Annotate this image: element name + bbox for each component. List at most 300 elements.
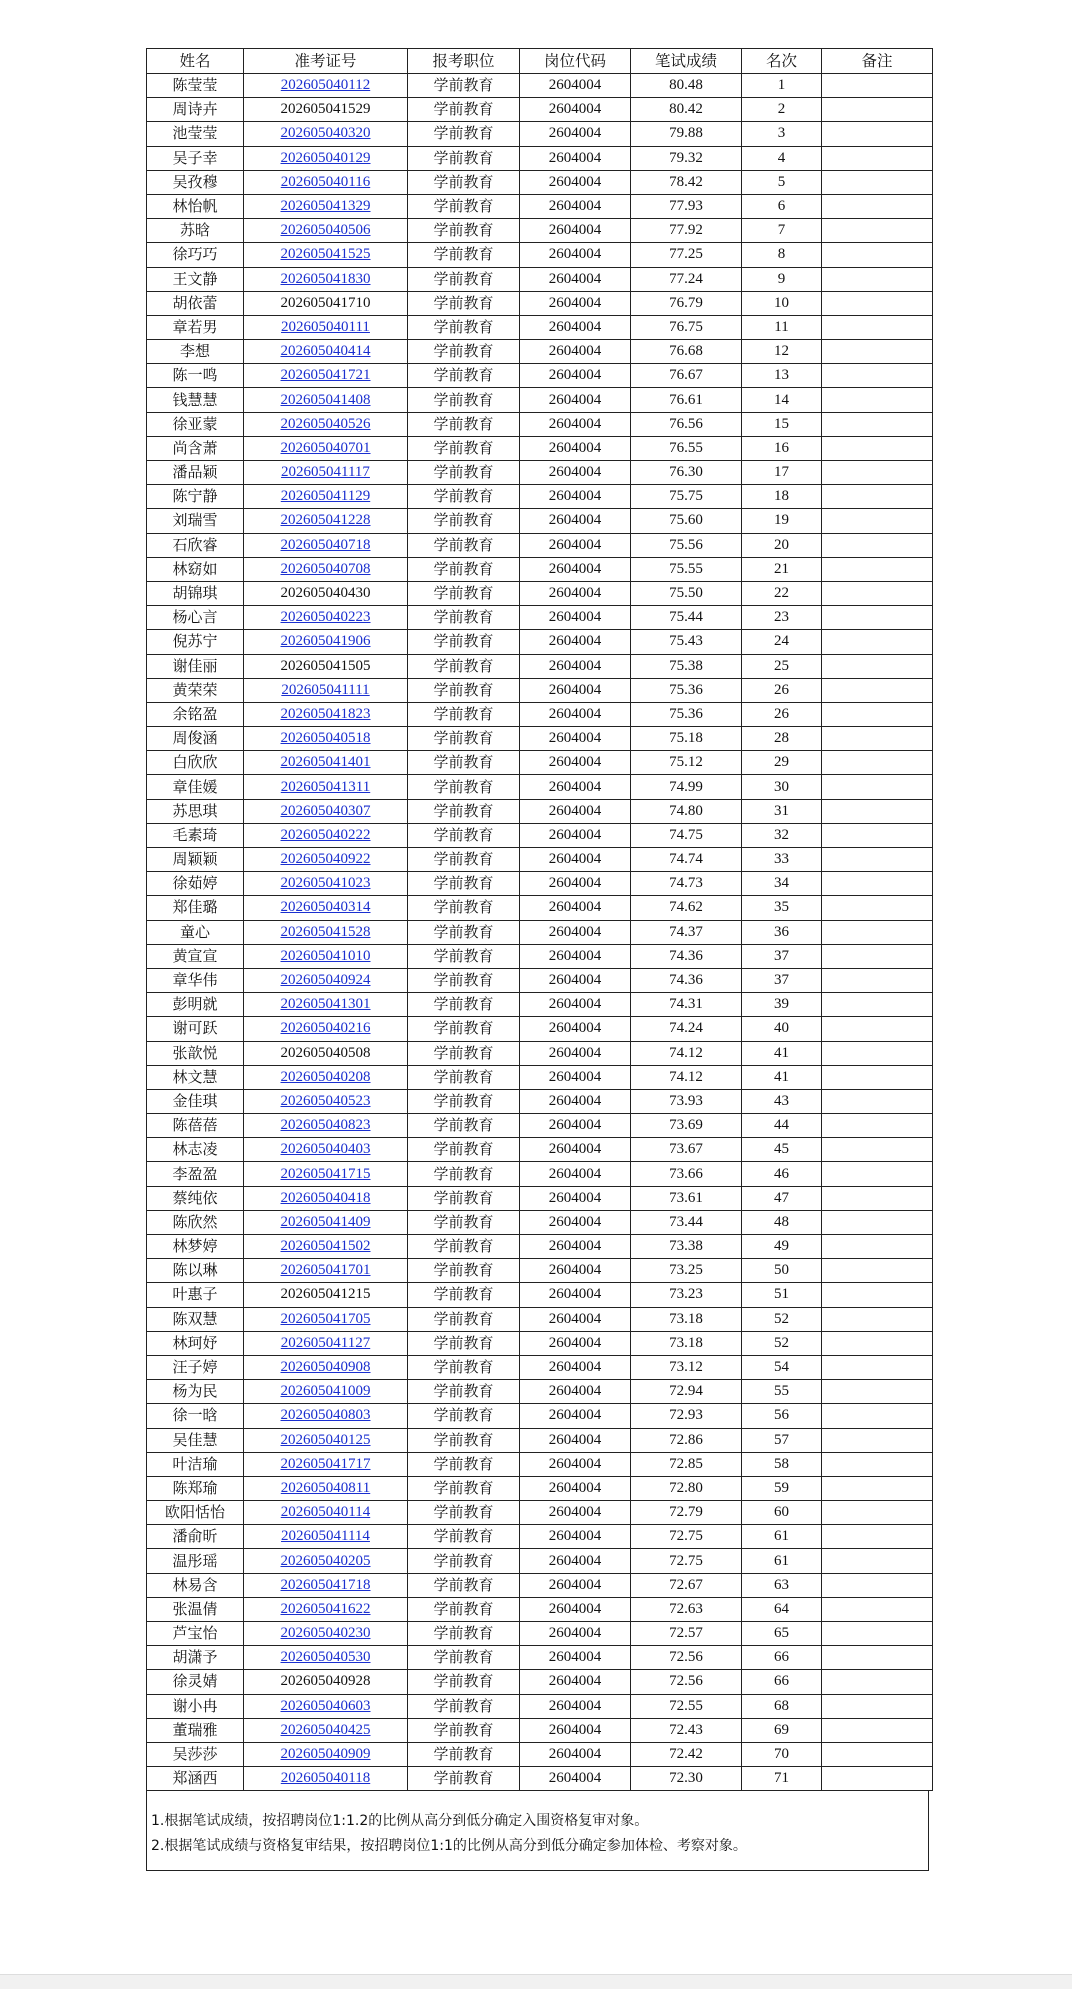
exam-id-link[interactable]: 202605041114: [281, 1528, 370, 1545]
cell-exam-id[interactable]: [244, 1114, 408, 1138]
exam-id-link[interactable]: 202605041117: [281, 464, 370, 481]
cell-exam-id[interactable]: [244, 509, 408, 533]
cell-score: 72.56: [631, 1646, 742, 1670]
cell-exam-id[interactable]: [244, 1573, 408, 1597]
cell-note: [822, 485, 933, 509]
cell-note: [822, 219, 933, 243]
cell-position-code: 2604004: [520, 388, 631, 412]
exam-id-link[interactable]: 202605040718: [280, 536, 371, 553]
table-row: [147, 1670, 933, 1694]
exam-id-link[interactable]: 202605041009: [280, 1383, 371, 1400]
cell-exam-id[interactable]: [244, 1210, 408, 1234]
cell-exam-id[interactable]: [244, 944, 408, 968]
cell-exam-id: [244, 654, 408, 678]
cell-name: 欧阳恬怡: [147, 1501, 244, 1525]
exam-id-link[interactable]: 202605040307: [280, 802, 371, 819]
cell-exam-id[interactable]: [244, 1452, 408, 1476]
cell-score: 75.44: [631, 606, 742, 630]
cell-rank: 6: [742, 194, 822, 218]
table-row: [147, 920, 933, 944]
cell-exam-id[interactable]: [244, 1694, 408, 1718]
exam-id-link[interactable]: 202605041111: [281, 681, 370, 698]
cell-position: 学前教育: [408, 581, 520, 605]
cell-note: [822, 291, 933, 315]
cell-rank: 23: [742, 606, 822, 630]
cell-note: [822, 968, 933, 992]
cell-position-code: 2604004: [520, 1138, 631, 1162]
cell-position-code: 2604004: [520, 1355, 631, 1379]
cell-rank: 50: [742, 1259, 822, 1283]
cell-exam-id[interactable]: [244, 630, 408, 654]
exam-id-link[interactable]: 202605041715: [280, 1165, 371, 1182]
table-row: [147, 1041, 933, 1065]
table-row: [147, 1718, 933, 1742]
cell-score: 79.88: [631, 122, 742, 146]
cell-exam-id[interactable]: [244, 1307, 408, 1331]
cell-rank: 1: [742, 74, 822, 98]
cell-score: 72.57: [631, 1622, 742, 1646]
cell-position: 学前教育: [408, 1380, 520, 1404]
table-row: [147, 1622, 933, 1646]
cell-position: 学前教育: [408, 533, 520, 557]
exam-id-link[interactable]: 202605041906: [280, 633, 371, 650]
table-row: [147, 1114, 933, 1138]
cell-exam-id[interactable]: [244, 364, 408, 388]
cell-position: 学前教育: [408, 678, 520, 702]
cell-exam-id[interactable]: [244, 1089, 408, 1113]
cell-name: 毛素琦: [147, 823, 244, 847]
exam-id-link[interactable]: 202605041301: [280, 996, 371, 1013]
cell-note: [822, 606, 933, 630]
cell-score: 73.18: [631, 1331, 742, 1355]
cell-exam-id[interactable]: [244, 74, 408, 98]
cell-exam-id[interactable]: [244, 678, 408, 702]
cell-rank: 51: [742, 1283, 822, 1307]
table-row: [147, 122, 933, 146]
cell-rank: 30: [742, 775, 822, 799]
cell-rank: 60: [742, 1501, 822, 1525]
table-row: [147, 1259, 933, 1283]
exam-id-link[interactable]: 202605040603: [280, 1697, 371, 1714]
exam-id-link[interactable]: 202605041408: [280, 391, 371, 408]
exam-id-link[interactable]: 202605041528: [280, 923, 371, 940]
cell-position: 学前教育: [408, 146, 520, 170]
cell-note: [822, 170, 933, 194]
table-row: [147, 1380, 933, 1404]
cell-rank: 19: [742, 509, 822, 533]
cell-name: 李盈盈: [147, 1162, 244, 1186]
cell-exam-id[interactable]: [244, 1622, 408, 1646]
cell-note: [822, 1597, 933, 1621]
cell-exam-id[interactable]: [244, 146, 408, 170]
cell-position-code: 2604004: [520, 1646, 631, 1670]
cell-exam-id[interactable]: [244, 751, 408, 775]
cell-exam-id[interactable]: [244, 557, 408, 581]
cell-position-code: 2604004: [520, 896, 631, 920]
cell-rank: 54: [742, 1355, 822, 1379]
exam-id-link[interactable]: 202605040205: [280, 1552, 371, 1569]
cell-position-code: 2604004: [520, 74, 631, 98]
cell-exam-id[interactable]: [244, 1597, 408, 1621]
cell-exam-id[interactable]: [244, 1186, 408, 1210]
exam-id-link[interactable]: 202605040518: [280, 730, 371, 747]
cell-name: 彭明就: [147, 993, 244, 1017]
exam-id-link[interactable]: 202605040216: [280, 1020, 371, 1037]
table-row: [147, 557, 933, 581]
exam-id-link[interactable]: 202605040403: [280, 1141, 371, 1158]
cell-name: 蔡纯依: [147, 1186, 244, 1210]
cell-exam-id[interactable]: [244, 122, 408, 146]
cell-position-code: 2604004: [520, 485, 631, 509]
cell-rank: 26: [742, 678, 822, 702]
table-row: [147, 98, 933, 122]
table-row: [147, 509, 933, 533]
cell-name: 陈一鸣: [147, 364, 244, 388]
cell-exam-id[interactable]: [244, 315, 408, 339]
table-row: [147, 1065, 933, 1089]
cell-rank: 16: [742, 436, 822, 460]
cell-position: 学前教育: [408, 1089, 520, 1113]
cell-position-code: 2604004: [520, 436, 631, 460]
exam-id-link[interactable]: 202605041010: [280, 947, 371, 964]
exam-id-link[interactable]: 202605040811: [280, 1479, 371, 1496]
cell-name: 叶惠子: [147, 1283, 244, 1307]
exam-id-link[interactable]: 202605040114: [280, 1504, 371, 1521]
exam-id-link[interactable]: 202605040112: [280, 77, 371, 94]
cell-note: [822, 267, 933, 291]
cell-exam-id[interactable]: [244, 340, 408, 364]
cell-note: [822, 920, 933, 944]
cell-rank: 71: [742, 1767, 822, 1791]
cell-score: 72.56: [631, 1670, 742, 1694]
cell-exam-id[interactable]: [244, 194, 408, 218]
exam-id-link[interactable]: 202605041127: [280, 1334, 371, 1351]
cell-note: [822, 1428, 933, 1452]
exam-id-link[interactable]: 202605041023: [280, 875, 371, 892]
cell-position: 学前教育: [408, 993, 520, 1017]
cell-score: 77.25: [631, 243, 742, 267]
cell-name: 金佳琪: [147, 1089, 244, 1113]
cell-name: 杨心言: [147, 606, 244, 630]
header-position-code: 岗位代码: [520, 49, 631, 74]
cell-position-code: 2604004: [520, 920, 631, 944]
cell-position-code: 2604004: [520, 340, 631, 364]
cell-name: 章佳媛: [147, 775, 244, 799]
cell-exam-id[interactable]: [244, 1476, 408, 1500]
exam-id-link[interactable]: 202605041228: [280, 512, 371, 529]
cell-position-code: 2604004: [520, 1525, 631, 1549]
cell-position: 学前教育: [408, 702, 520, 726]
exam-id-text: 202605040430: [280, 585, 371, 602]
exam-id-link[interactable]: 202605040924: [280, 972, 371, 989]
exam-id-link[interactable]: 202605040526: [280, 415, 371, 432]
cell-name: 王文静: [147, 267, 244, 291]
cell-exam-id[interactable]: [244, 1138, 408, 1162]
cell-exam-id[interactable]: [244, 243, 408, 267]
exam-id-text: 202605041529: [280, 101, 371, 118]
exam-id-link[interactable]: 202605040803: [280, 1407, 371, 1424]
cell-exam-id[interactable]: [244, 968, 408, 992]
exam-id-link[interactable]: 202605041701: [280, 1262, 371, 1279]
table-row: [147, 1525, 933, 1549]
cell-name: 黄荣荣: [147, 678, 244, 702]
cell-exam-id[interactable]: [244, 1718, 408, 1742]
cell-name: 徐亚蒙: [147, 412, 244, 436]
cell-exam-id[interactable]: [244, 388, 408, 412]
cell-exam-id[interactable]: [244, 1065, 408, 1089]
cell-exam-id[interactable]: [244, 1162, 408, 1186]
exam-id-link[interactable]: 202605040414: [280, 343, 371, 360]
cell-exam-id[interactable]: [244, 1380, 408, 1404]
cell-position: 学前教育: [408, 799, 520, 823]
cell-exam-id[interactable]: [244, 1355, 408, 1379]
cell-position: 学前教育: [408, 1597, 520, 1621]
cell-rank: 58: [742, 1452, 822, 1476]
cell-note: [822, 1089, 933, 1113]
exam-id-link[interactable]: 202605041622: [280, 1600, 371, 1617]
cell-position: 学前教育: [408, 291, 520, 315]
exam-id-link[interactable]: 202605040701: [280, 439, 371, 456]
exam-id-link[interactable]: 202605040320: [280, 125, 371, 142]
cell-exam-id[interactable]: [244, 1646, 408, 1670]
exam-id-link[interactable]: 202605040418: [280, 1189, 371, 1206]
cell-score: 73.23: [631, 1283, 742, 1307]
cell-exam-id[interactable]: [244, 702, 408, 726]
exam-id-link[interactable]: 202605041502: [280, 1238, 371, 1255]
cell-exam-id[interactable]: [244, 993, 408, 1017]
cell-position-code: 2604004: [520, 993, 631, 1017]
cell-exam-id[interactable]: [244, 896, 408, 920]
cell-score: 72.85: [631, 1452, 742, 1476]
table-row: [147, 146, 933, 170]
cell-exam-id[interactable]: [244, 1235, 408, 1259]
exam-id-link[interactable]: 202605040116: [280, 173, 371, 190]
cell-note: [822, 1525, 933, 1549]
cell-position-code: 2604004: [520, 654, 631, 678]
exam-id-link[interactable]: 202605041717: [280, 1455, 371, 1472]
cell-score: 73.12: [631, 1355, 742, 1379]
cell-exam-id[interactable]: [244, 485, 408, 509]
cell-note: [822, 1646, 933, 1670]
cell-score: 74.12: [631, 1065, 742, 1089]
exam-id-link[interactable]: 202605040922: [280, 851, 371, 868]
exam-id-link[interactable]: 202605041409: [280, 1213, 371, 1230]
exam-id-link[interactable]: 202605041401: [280, 754, 371, 771]
exam-id-link[interactable]: 202605041329: [280, 198, 371, 215]
exam-id-link[interactable]: 202605041721: [280, 367, 371, 384]
cell-score: 80.48: [631, 74, 742, 98]
cell-note: [822, 1404, 933, 1428]
cell-score: 72.86: [631, 1428, 742, 1452]
exam-id-link[interactable]: 202605040314: [280, 899, 371, 916]
exam-id-link[interactable]: 202605041705: [280, 1310, 371, 1327]
cell-rank: 61: [742, 1549, 822, 1573]
cell-position-code: 2604004: [520, 872, 631, 896]
table-row: [147, 485, 933, 509]
cell-exam-id[interactable]: [244, 606, 408, 630]
cell-rank: 26: [742, 702, 822, 726]
exam-id-link[interactable]: 202605040208: [280, 1068, 371, 1085]
cell-name: 林怡帆: [147, 194, 244, 218]
cell-position-code: 2604004: [520, 848, 631, 872]
cell-name: 倪苏宁: [147, 630, 244, 654]
cell-exam-id[interactable]: [244, 799, 408, 823]
cell-exam-id[interactable]: [244, 1767, 408, 1791]
cell-position: 学前教育: [408, 243, 520, 267]
cell-note: [822, 1622, 933, 1646]
cell-note: [822, 678, 933, 702]
cell-score: 77.93: [631, 194, 742, 218]
cell-name: 陈莹莹: [147, 74, 244, 98]
cell-name: 吴佳慧: [147, 1428, 244, 1452]
cell-exam-id: [244, 1283, 408, 1307]
exam-id-link[interactable]: 202605040118: [280, 1770, 371, 1787]
table-row: [147, 1646, 933, 1670]
cell-position: 学前教育: [408, 436, 520, 460]
cell-exam-id[interactable]: [244, 823, 408, 847]
cell-exam-id[interactable]: [244, 412, 408, 436]
cell-score: 75.38: [631, 654, 742, 678]
exam-id-text: 202605041710: [280, 294, 371, 311]
cell-rank: 32: [742, 823, 822, 847]
exam-id-link[interactable]: 202605041311: [280, 778, 371, 795]
cell-position: 学前教育: [408, 122, 520, 146]
cell-score: 76.30: [631, 461, 742, 485]
cell-position: 学前教育: [408, 1549, 520, 1573]
exam-id-link[interactable]: 202605040125: [280, 1431, 371, 1448]
cell-name: 芦宝怡: [147, 1622, 244, 1646]
cell-exam-id[interactable]: [244, 1742, 408, 1766]
exam-id-link[interactable]: 202605040908: [280, 1359, 371, 1376]
cell-exam-id[interactable]: [244, 1017, 408, 1041]
exam-id-link[interactable]: 202605040223: [280, 609, 371, 626]
cell-score: 76.55: [631, 436, 742, 460]
exam-id-link[interactable]: 202605040129: [280, 149, 371, 166]
cell-exam-id[interactable]: [244, 267, 408, 291]
cell-score: 72.63: [631, 1597, 742, 1621]
cell-note: [822, 944, 933, 968]
cell-rank: 68: [742, 1694, 822, 1718]
cell-note: [822, 1573, 933, 1597]
cell-note: [822, 1670, 933, 1694]
cell-exam-id[interactable]: [244, 1331, 408, 1355]
exam-id-link[interactable]: 202605041823: [280, 705, 371, 722]
cell-exam-id[interactable]: [244, 1404, 408, 1428]
table-row: [147, 1476, 933, 1500]
cell-name: 胡潇予: [147, 1646, 244, 1670]
cell-rank: 69: [742, 1718, 822, 1742]
cell-name: 谢小冉: [147, 1694, 244, 1718]
cell-name: 潘俞昕: [147, 1525, 244, 1549]
cell-position-code: 2604004: [520, 775, 631, 799]
cell-rank: 44: [742, 1114, 822, 1138]
table-row: [147, 533, 933, 557]
exam-id-link[interactable]: 202605040230: [280, 1625, 371, 1642]
cell-position: 学前教育: [408, 1283, 520, 1307]
cell-position: 学前教育: [408, 823, 520, 847]
cell-exam-id[interactable]: [244, 872, 408, 896]
cell-position-code: 2604004: [520, 1235, 631, 1259]
cell-position-code: 2604004: [520, 944, 631, 968]
exam-id-link[interactable]: 202605040823: [280, 1117, 371, 1134]
cell-rank: 29: [742, 751, 822, 775]
exam-id-link[interactable]: 202605040111: [281, 318, 370, 335]
exam-id-link[interactable]: 202605040523: [280, 1092, 371, 1109]
cell-score: 72.75: [631, 1549, 742, 1573]
cell-note: [822, 509, 933, 533]
cell-score: 72.43: [631, 1718, 742, 1742]
exam-id-link[interactable]: 202605040708: [280, 560, 371, 577]
cell-rank: 2: [742, 98, 822, 122]
cell-exam-id[interactable]: [244, 1501, 408, 1525]
table-row: [147, 1283, 933, 1307]
cell-exam-id: [244, 98, 408, 122]
cell-exam-id[interactable]: [244, 1525, 408, 1549]
cell-position-code: 2604004: [520, 1597, 631, 1621]
cell-exam-id[interactable]: [244, 219, 408, 243]
cell-position: 学前教育: [408, 630, 520, 654]
exam-id-link[interactable]: 202605040425: [280, 1721, 371, 1738]
bottom-scroll-bar[interactable]: [0, 1974, 1072, 1989]
cell-rank: 37: [742, 968, 822, 992]
cell-position: 学前教育: [408, 896, 520, 920]
cell-position-code: 2604004: [520, 1501, 631, 1525]
cell-exam-id[interactable]: [244, 920, 408, 944]
cell-exam-id[interactable]: [244, 1259, 408, 1283]
header-score: 笔试成绩: [631, 49, 742, 74]
cell-exam-id[interactable]: [244, 170, 408, 194]
cell-score: 76.75: [631, 315, 742, 339]
table-row: [147, 1404, 933, 1428]
exam-id-link[interactable]: 202605040909: [280, 1746, 371, 1763]
cell-exam-id[interactable]: [244, 461, 408, 485]
cell-position-code: 2604004: [520, 606, 631, 630]
table-row: [147, 630, 933, 654]
cell-exam-id[interactable]: [244, 775, 408, 799]
table-row: [147, 1089, 933, 1113]
exam-id-link[interactable]: 202605040530: [280, 1649, 371, 1666]
cell-exam-id[interactable]: [244, 436, 408, 460]
cell-exam-id[interactable]: [244, 727, 408, 751]
table-row: [147, 896, 933, 920]
exam-id-link[interactable]: 202605040506: [280, 222, 371, 239]
cell-score: 76.79: [631, 291, 742, 315]
cell-note: [822, 1355, 933, 1379]
table-row: [147, 1331, 933, 1355]
cell-name: 白欣欣: [147, 751, 244, 775]
cell-exam-id[interactable]: [244, 848, 408, 872]
cell-score: 74.62: [631, 896, 742, 920]
table-row: [147, 1355, 933, 1379]
exam-id-link[interactable]: 202605041830: [280, 270, 371, 287]
cell-exam-id[interactable]: [244, 1549, 408, 1573]
exam-id-link[interactable]: 202605041129: [280, 488, 371, 505]
cell-position: 学前教育: [408, 1235, 520, 1259]
cell-note: [822, 702, 933, 726]
cell-exam-id[interactable]: [244, 533, 408, 557]
exam-id-link[interactable]: 202605041718: [280, 1576, 371, 1593]
cell-score: 74.73: [631, 872, 742, 896]
exam-id-link[interactable]: 202605041525: [280, 246, 371, 263]
cell-name: 章若男: [147, 315, 244, 339]
cell-rank: 22: [742, 581, 822, 605]
cell-exam-id[interactable]: [244, 1428, 408, 1452]
cell-position-code: 2604004: [520, 1767, 631, 1791]
exam-id-link[interactable]: 202605040222: [280, 826, 371, 843]
cell-position-code: 2604004: [520, 1259, 631, 1283]
cell-note: [822, 654, 933, 678]
table-row: [147, 194, 933, 218]
